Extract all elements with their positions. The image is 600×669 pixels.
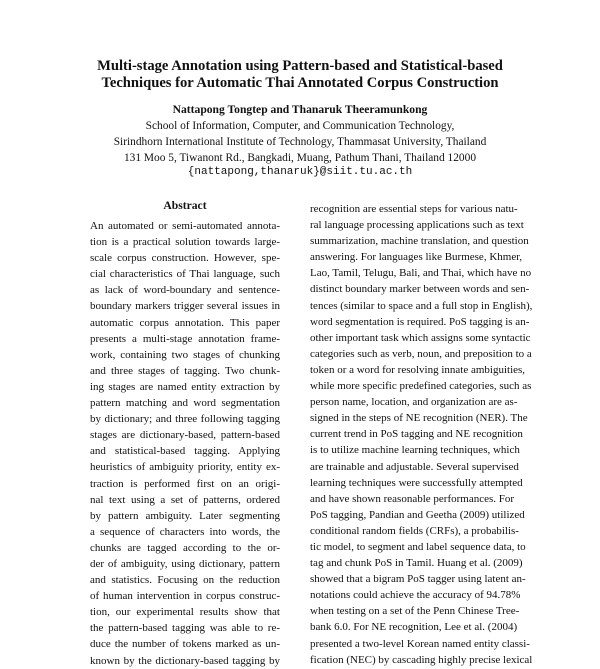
text-line: An automated or semi-automated annota- xyxy=(90,220,280,232)
text-line: the pattern-based tagging was able to re- xyxy=(90,622,280,635)
text-line: current trend in PoS tagging and NE recognition xyxy=(310,428,523,441)
text-line: other important task which assigns some syntactic xyxy=(310,331,531,344)
text-line: tion, our experimental results show that xyxy=(90,606,280,619)
text-line: are trainable and adjustable. Several supervised xyxy=(310,460,519,473)
text-line: known by the dictionary-based tagging by xyxy=(90,654,280,667)
text-line: and statistical-based tagging. Applying xyxy=(90,445,280,458)
text-line: Lao, Tamil, Telugu, Bali, and Thai, which have no xyxy=(310,267,532,280)
text-line: and three stages of tagging. Two chunk- xyxy=(90,364,280,377)
text-line: by pattern ambiguity. Later segmenting xyxy=(90,509,280,522)
text-line: recognition are essential steps for various natu- xyxy=(310,203,518,215)
authors: Nattapong Tongtep and Thanaruk Theeramunkong xyxy=(172,103,428,116)
text-line: PoS tagging, Pandian and Geetha (2009) utilized xyxy=(310,508,525,521)
title-line-2: Techniques for Automatic Thai Annotated Corpus Construction xyxy=(101,75,499,91)
text-line: nal text using a set of patterns, ordered xyxy=(90,493,280,506)
text-line: as lack of word-boundary and sentence- xyxy=(90,284,280,297)
text-line: work, containing two stages of chunking xyxy=(90,348,280,361)
text-line: fication (NEC) by cascading highly precise lexical xyxy=(310,653,533,666)
abstract-body xyxy=(90,218,280,669)
text-line: presents a multi-stage annotation frame- xyxy=(90,332,280,345)
text-line: heuristics of ambiguity priority, entity ex- xyxy=(90,461,280,474)
title-line-1: Multi-stage Annotation using Pattern-based and Statistical-based xyxy=(97,58,503,74)
text-line: notations could achieve the accuracy of 94.78% xyxy=(310,589,521,602)
text-line: traction is performed first on an origi- xyxy=(90,477,280,490)
text-line: tic model, to segment and label sequence data, to xyxy=(310,540,526,553)
text-line: boundary markers trigger several issues in xyxy=(90,300,280,313)
text-line: word segmentation is required. PoS tagging is an- xyxy=(310,315,530,328)
text-line: stages are dictionary-based, pattern-based xyxy=(90,429,280,442)
text-line: cial characteristics of Thai language, such xyxy=(90,268,280,281)
affiliation xyxy=(60,118,540,166)
text-line: ral language processing applications such as text xyxy=(310,219,524,232)
text-line: a sequence of characters into words, the xyxy=(90,525,280,538)
affiliation-line: Sirindhorn International Institute of Technology, Thammasat University, Thailand xyxy=(113,136,487,148)
text-line: distinct boundary marker between words and sen- xyxy=(310,283,530,296)
text-line: when testing on a set of the Penn Chinese Tree- xyxy=(310,605,520,618)
text-line: presented a two-level Korean named entity classi- xyxy=(310,637,530,650)
text-line: and have shown reasonable performances. For xyxy=(310,492,515,505)
text-line: der of ambiguity, using dictionary, pattern xyxy=(90,557,280,570)
text-line: learning techniques were successfully attempted xyxy=(310,476,523,489)
text-line: automatic corpus annotation. This paper xyxy=(90,316,280,329)
text-line: tag and chunk PoS in Tamil. Huang et al. (2009) xyxy=(310,557,523,570)
introduction-body xyxy=(310,201,533,668)
author-email: {nattapong,thanaruk}@siit.tu.ac.th xyxy=(187,166,413,178)
text-line: is to utilize machine learning techniques, which xyxy=(310,444,520,457)
text-line: showed that a bigram PoS tagger using latent an- xyxy=(310,573,526,586)
text-line: by dictionary; and three following tagging xyxy=(90,413,280,426)
affiliation-line: 131 Moo 5, Tiwanont Rd., Bangkadi, Muang, Pathum Thani, Thailand 12000 xyxy=(123,152,477,164)
text-line: person name, location, and organization are as- xyxy=(310,396,518,409)
text-line: of human intervention in corpus construc- xyxy=(90,590,280,603)
text-line: and statistics. Focusing on the reduction xyxy=(90,574,280,587)
text-line: duce the number of tokens marked as un- xyxy=(90,638,280,651)
text-line: summarization, machine translation, and question xyxy=(310,235,529,248)
text-line: while more specific predefined categories, such as xyxy=(310,380,532,393)
affiliation-line: School of Information, Computer, and Communication Technology, xyxy=(145,120,455,132)
text-line: conditional random fields (CRFs), a probabilis- xyxy=(310,524,519,537)
text-line: ing stages are named entity extraction by xyxy=(90,380,280,393)
text-line: bank 6.0. For NE recognition, Lee et al. (2004) xyxy=(310,621,518,634)
text-line: chunks are tagged according to the or- xyxy=(90,541,280,554)
abstract-heading: Abstract xyxy=(163,199,207,212)
text-line: token or a word for resolving innate ambiguities, xyxy=(310,363,526,376)
text-line: signed in the steps of NE recognition (NER). The xyxy=(310,412,528,425)
text-line: categories such as verb, noun, and preposition to a xyxy=(310,347,532,360)
text-line: scale corpus construction. However, spe- xyxy=(90,252,280,265)
text-line: tion is a practical solution towards large- xyxy=(90,236,280,249)
paper-title xyxy=(60,58,540,92)
text-line: answering. For languages like Burmese, Khmer, xyxy=(310,251,523,264)
text-line: tences (similar to space and a full stop in English), xyxy=(310,299,533,312)
text-line: pattern matching and word segmentation xyxy=(90,397,280,410)
